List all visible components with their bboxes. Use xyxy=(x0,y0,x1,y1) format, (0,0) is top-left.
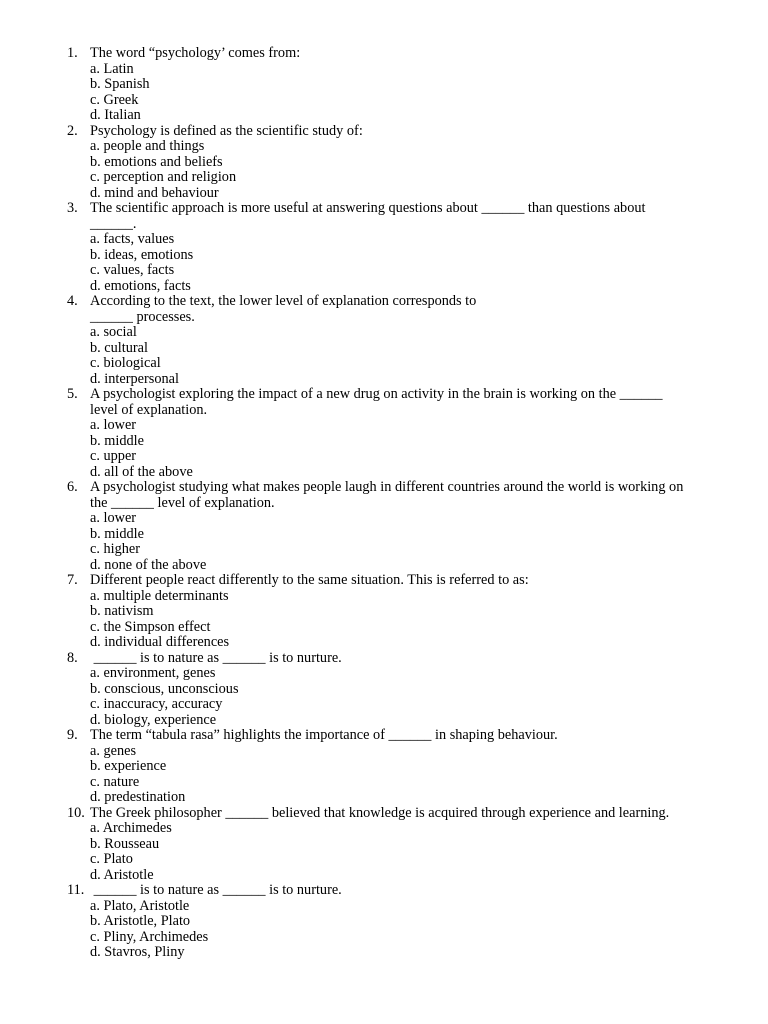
question-item xyxy=(0,573,768,651)
question-item xyxy=(0,728,768,806)
question-number: 4. xyxy=(67,293,78,309)
question-item xyxy=(0,806,768,884)
answer-option: c. higher xyxy=(90,541,141,557)
answer-option: c. values, facts xyxy=(90,262,175,278)
question-item xyxy=(0,201,768,294)
question-text: The scientific approach is more useful at answering questions about ______ than questions about ______. xyxy=(90,200,646,232)
question-item xyxy=(0,387,768,480)
answer-option: a. lower xyxy=(90,417,137,433)
question-text: Psychology is defined as the scientific study of: xyxy=(90,122,363,139)
answer-option: b. cultural xyxy=(90,339,148,356)
answer-option: b. ideas, emotions xyxy=(90,246,194,263)
answer-option: d. Italian xyxy=(90,107,141,123)
question-number: 1. xyxy=(67,45,78,61)
question-text: The word “psychology’ comes from: xyxy=(90,45,301,61)
answer-option: a. people and things xyxy=(90,138,205,154)
answer-option: d. individual differences xyxy=(90,634,230,650)
answer-option: c. inaccuracy, accuracy xyxy=(90,696,223,712)
answer-option: d. interpersonal xyxy=(90,370,179,387)
answer-option: b. Aristotle, Plato xyxy=(90,913,191,929)
answer-option: c. biological xyxy=(90,355,161,371)
answer-option: a. social xyxy=(90,324,137,340)
question-item xyxy=(0,480,768,573)
answer-option: b. middle xyxy=(90,525,145,542)
answer-option: d. none of the above xyxy=(90,556,207,573)
question-number: 3. xyxy=(67,200,78,216)
question-number: 10. xyxy=(67,804,85,821)
answer-option: b. middle xyxy=(90,432,145,449)
answer-option: d. biology, experience xyxy=(90,711,217,728)
answer-option: d. mind and behaviour xyxy=(90,184,219,201)
question-number: 2. xyxy=(67,122,78,139)
answer-option: b. emotions and beliefs xyxy=(90,153,223,170)
answer-option: c. nature xyxy=(90,773,140,790)
answer-option: d. predestination xyxy=(90,789,186,805)
answer-option: b. Rousseau xyxy=(90,835,160,852)
answer-option: d. emotions, facts xyxy=(90,277,191,294)
quiz-question-list xyxy=(0,46,768,961)
answer-option: b. Spanish xyxy=(90,76,150,92)
answer-option: d. Stavros, Pliny xyxy=(90,944,185,960)
question-item xyxy=(0,46,768,124)
answer-option: a. Archimedes xyxy=(90,820,172,836)
question-text: The Greek philosopher ______ believed that knowledge is acquired through experience and learning. xyxy=(90,804,670,821)
question-number: 5. xyxy=(67,386,78,402)
answer-option: c. the Simpson effect xyxy=(90,618,211,635)
question-item xyxy=(0,651,768,729)
question-item xyxy=(0,294,768,387)
answer-option: c. Pliny, Archimedes xyxy=(90,928,209,945)
question-number: 11. xyxy=(67,882,85,898)
question-text: Different people react differently to the same situation. This is referred to as: xyxy=(90,572,529,588)
answer-option: a. genes xyxy=(90,742,137,759)
answer-option: c. Plato xyxy=(90,851,133,867)
answer-option: a. Plato, Aristotle xyxy=(90,897,190,914)
question-text: According to the text, the lower level of explanation corresponds to ______ processes. xyxy=(90,293,477,325)
answer-option: b. experience xyxy=(90,758,167,774)
answer-option: c. Greek xyxy=(90,91,139,108)
answer-option: b. nativism xyxy=(90,603,154,619)
question-text: The term “tabula rasa” highlights the importance of ______ in shaping behaviour. xyxy=(90,727,558,743)
answer-option: a. environment, genes xyxy=(90,665,216,681)
answer-option: a. facts, values xyxy=(90,231,175,247)
answer-option: b. conscious, unconscious xyxy=(90,680,239,697)
answer-option: a. Latin xyxy=(90,60,134,77)
question-text: A psychologist exploring the impact of a new drug on activity in the brain is working on the ______ level of explanation. xyxy=(90,386,663,418)
question-text: ______ is to nature as ______ is to nurture. xyxy=(90,649,342,666)
answer-option: c. perception and religion xyxy=(90,169,237,185)
answer-option: a. multiple determinants xyxy=(90,587,229,604)
question-item xyxy=(0,124,768,202)
question-number: 9. xyxy=(67,727,78,743)
answer-option: a. lower xyxy=(90,510,137,526)
question-number: 6. xyxy=(67,479,78,495)
answer-option: c. upper xyxy=(90,448,137,464)
answer-option: d. Aristotle xyxy=(90,866,154,883)
question-number: 7. xyxy=(67,572,78,588)
answer-option: d. all of the above xyxy=(90,463,193,480)
question-text: A psychologist studying what makes people laugh in different countries around the world is working on the ______ level of explanation. xyxy=(90,479,684,511)
question-text: ______ is to nature as ______ is to nurture. xyxy=(90,882,342,898)
question-number: 8. xyxy=(67,649,78,666)
question-item xyxy=(0,883,768,961)
